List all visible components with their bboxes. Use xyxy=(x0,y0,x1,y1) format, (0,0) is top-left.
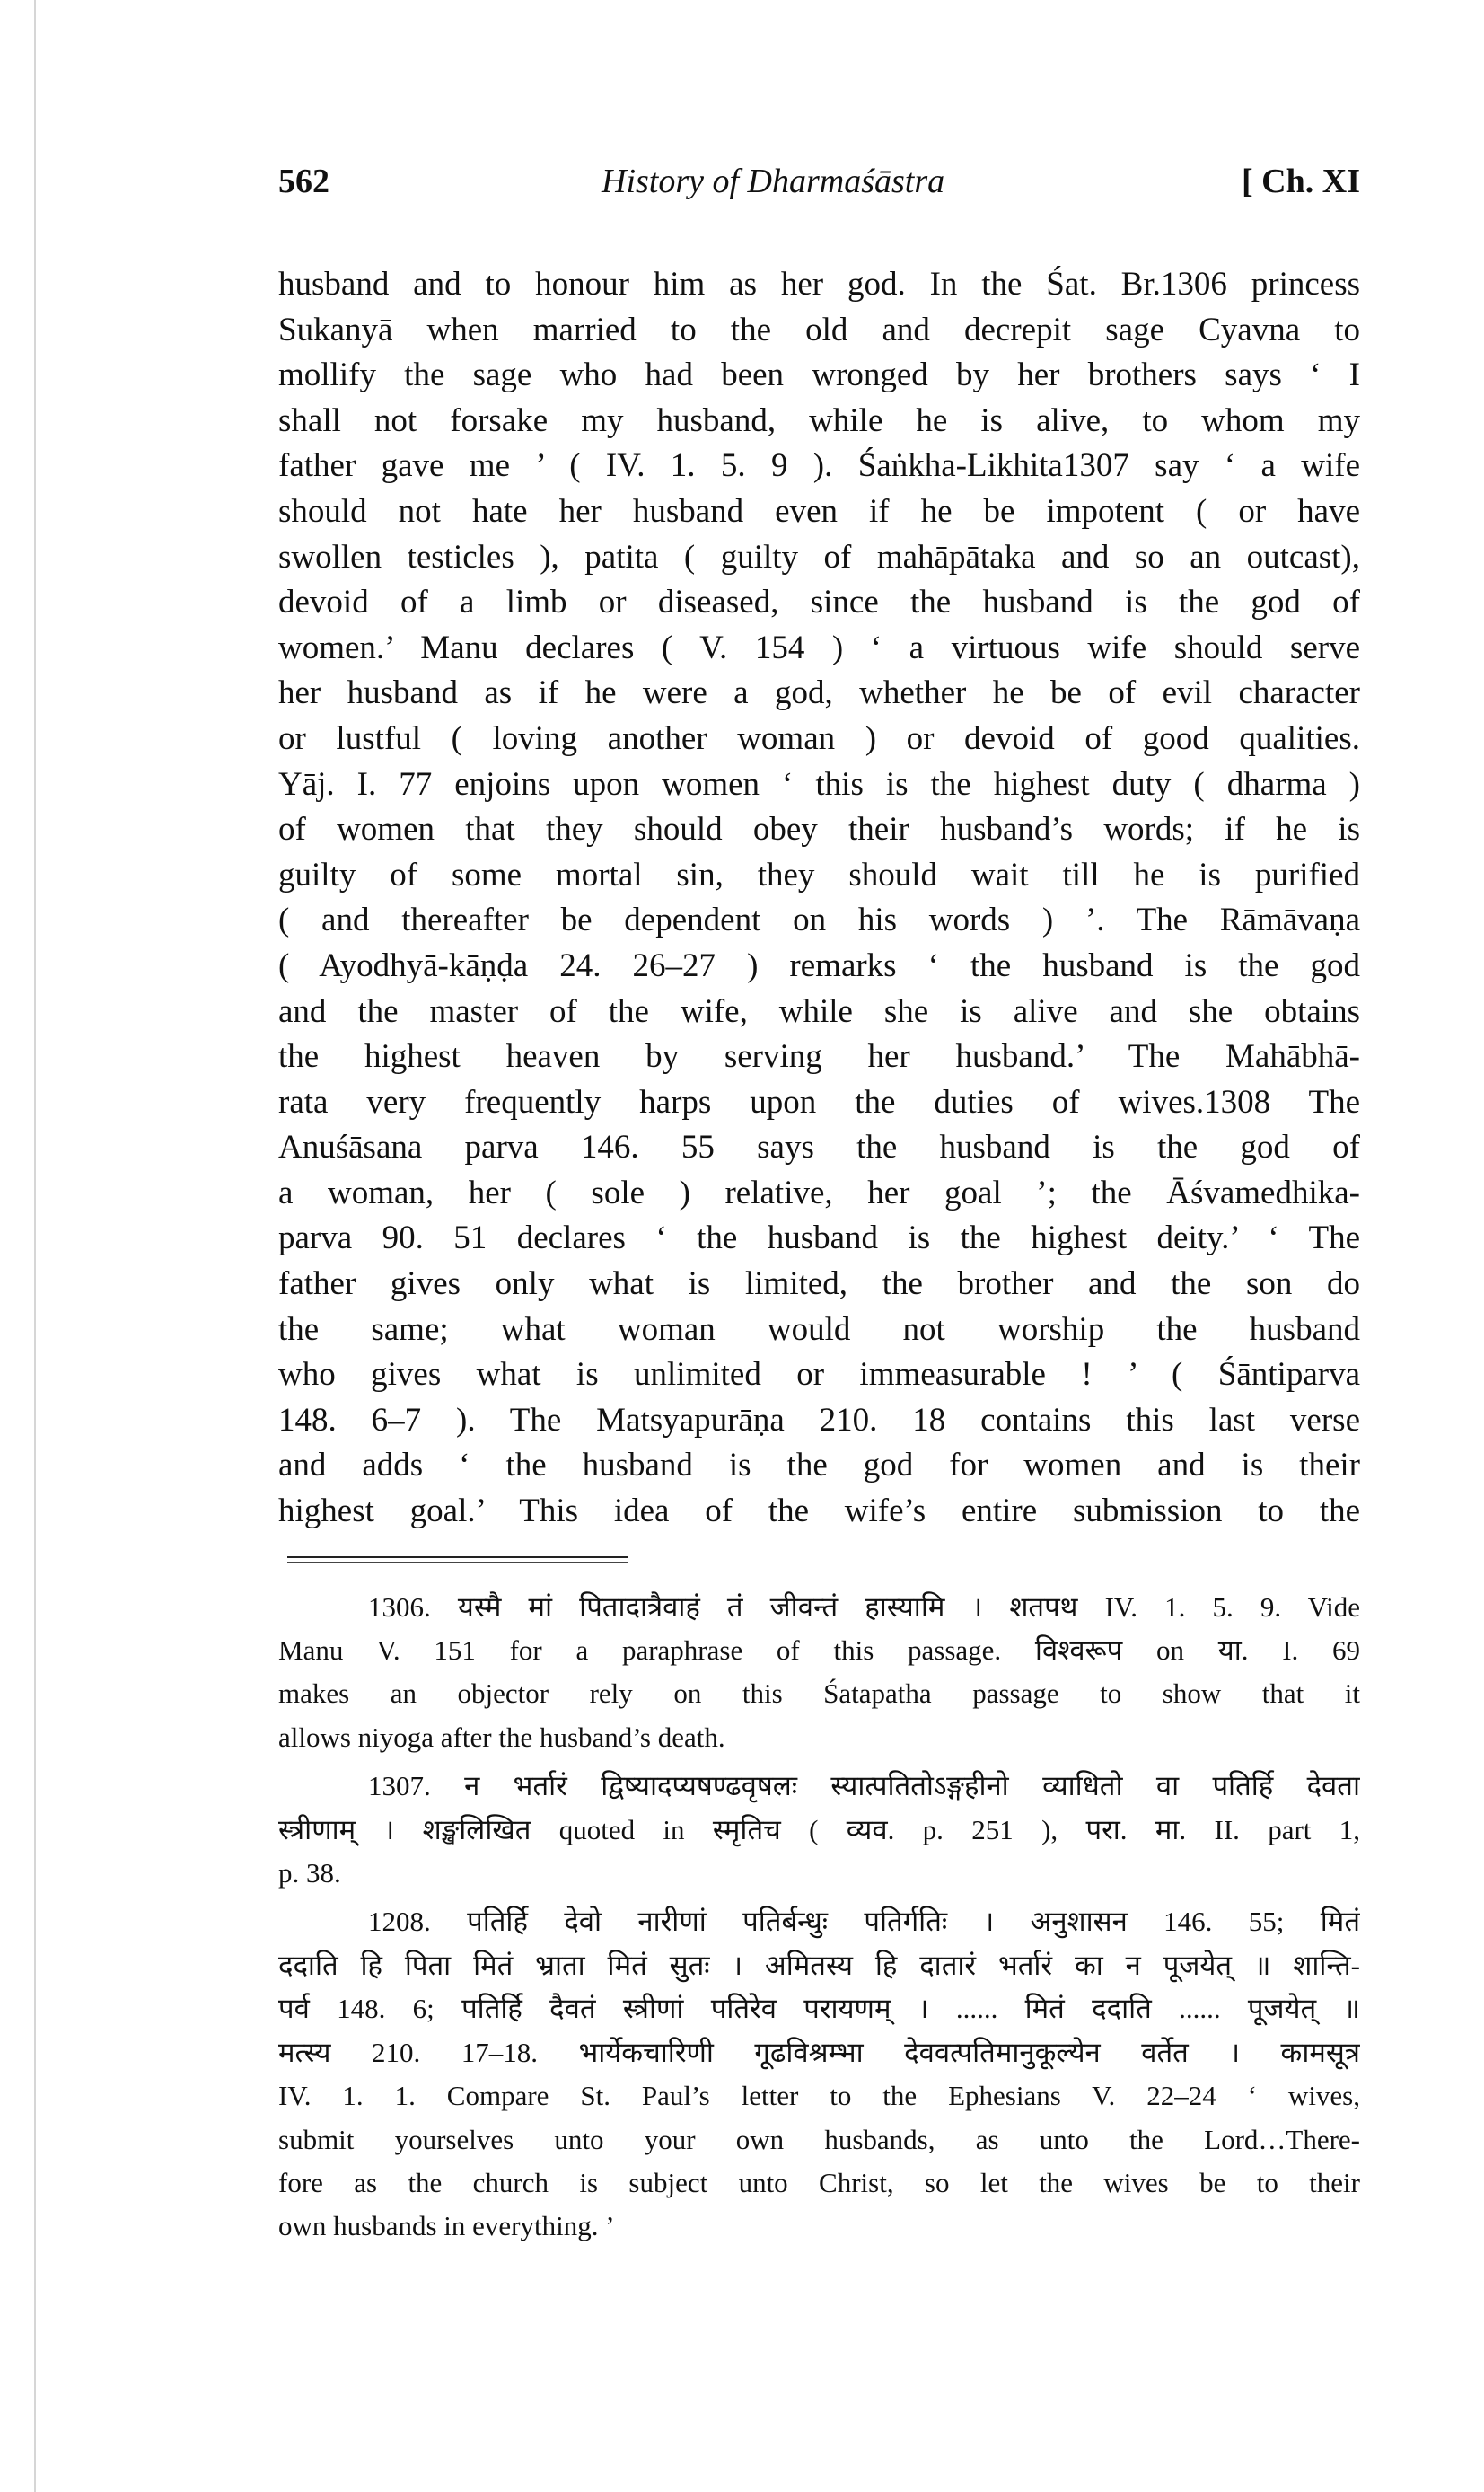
body-line: mollify the sage who had been wronged by her brothers says ‘ I xyxy=(278,357,1360,394)
body-line: swollen testicles ), patita ( guilty of mahāpātaka and so an outcast), xyxy=(278,538,1360,576)
chapter-reference: [ Ch. XI xyxy=(1242,163,1360,200)
body-line: Sukanyā when married to the old and decrepit sage Cyavna to xyxy=(278,311,1360,348)
running-header xyxy=(278,153,1360,207)
footnote-separator-thin xyxy=(287,1562,628,1563)
footnote-line: p. 38. xyxy=(278,1857,341,1889)
footnote-line: मत्स्य 210. 17–18. भार्येकचारिणी गूढविश्रम्भा देववत्पतिमानुकूल्येन वर्तेत । कामसूत्र xyxy=(278,2036,1360,2068)
body-line: devoid of a limb or diseased, since the husband is the god of xyxy=(278,584,1360,621)
footnote-line: allows niyoga after the husband’s death. xyxy=(278,1721,725,1753)
body-line: or lustful ( loving another woman ) or devoid of good qualities. xyxy=(278,719,1360,757)
footnote-line: IV. 1. 1. Compare St. Paul’s letter to the Ephesians V. 22–24 ‘ wives, xyxy=(278,2080,1360,2112)
footnote-1308 xyxy=(278,1900,1360,2248)
footnote-line: submit yourselves unto your own husbands, as unto the Lord…There- xyxy=(278,2123,1360,2155)
body-line: the same; what woman would not worship the husband xyxy=(278,1310,1360,1348)
footnote-1307 xyxy=(278,1765,1360,1895)
footnote-line: 1306. यस्मै मां पितादात्रैवाहं तं जीवन्तं हास्यामि । शतपथ IV. 1. 5. 9. Vide xyxy=(368,1590,1360,1623)
body-text xyxy=(278,262,1360,1535)
body-line: a woman, her ( sole ) relative, her goal ’; the Āśvamedhika- xyxy=(278,1174,1360,1211)
body-line: who gives what is unlimited or immeasurable ! ’ ( Śāntiparva xyxy=(278,1356,1360,1394)
body-line: ( Ayodhyā-kāṇḍa 24. 26–27 ) remarks ‘ the husband is the god xyxy=(278,947,1360,984)
book-page xyxy=(278,153,1360,2254)
body-line: husband and to honour him as her god. In the Śat. Br.1306 princess xyxy=(278,266,1360,303)
body-line: should not hate her husband even if he be impotent ( or have xyxy=(278,492,1360,530)
footnote-1306 xyxy=(278,1586,1360,1760)
body-line: of women that they should obey their husband’s words; if he is xyxy=(278,811,1360,849)
body-line: women.’ Manu declares ( V. 154 ) ‘ a virtuous wife should serve xyxy=(278,629,1360,666)
body-line: Yāj. I. 77 enjoins upon women ‘ this is the highest duty ( dharma ) xyxy=(278,765,1360,803)
body-line: the highest heaven by serving her husband.’ The Mahābhā- xyxy=(278,1038,1360,1076)
body-line: 148. 6–7 ). The Matsyapurāṇa 210. 18 contains this last verse xyxy=(278,1401,1360,1439)
footnote-separator xyxy=(287,1556,628,1558)
body-line: ( and thereafter be dependent on his words ) ’. The Rāmāvaṇa xyxy=(278,902,1360,939)
page-edge-rule xyxy=(34,0,36,2492)
body-line: father gave me ’ ( IV. 1. 5. 9 ). Śaṅkha-Likhita1307 say ‘ a wife xyxy=(278,447,1360,485)
body-line: and the master of the wife, while she is alive and she obtains xyxy=(278,992,1360,1030)
body-line: rata very frequently harps upon the duties of wives.1308 The xyxy=(278,1083,1360,1121)
footnotes xyxy=(278,1586,1360,2249)
footnote-line: ददाति हि पिता मितं भ्राता मितं सुतः । अमितस्य हि दातारं भर्तारं का न पूजयेत् ॥ शान्ति- xyxy=(278,1949,1360,1981)
footnote-line: own husbands in everything. ’ xyxy=(278,2210,615,2242)
footnote-line: स्त्रीणाम् । शङ्खलिखित quoted in स्मृतिच ( व्यव. p. 251 ), परा. मा. II. part 1, xyxy=(278,1813,1360,1845)
footnote-line: 1307. न भर्तारं द्विष्यादप्यषण्ढवृषलः स्यात्पतितोऽङ्गहीनो व्याधितो वा पतिर्हि देवता xyxy=(368,1770,1360,1802)
body-line: Anuśāsana parva 146. 55 says the husband is the god of xyxy=(278,1129,1360,1167)
footnote-line: पर्व 148. 6; पतिर्हि दैवतं स्त्रीणां पतिरेव परायणम् । ...... मितं ददाति ...... पूजयेत् ॥ xyxy=(278,1993,1360,2025)
footnote-line: 1208. पतिर्हि देवो नारीणां पतिर्बन्धुः पतिर्गतिः । अनुशासन 146. 55; मितं xyxy=(368,1906,1360,1938)
body-line: shall not forsake my husband, while he is alive, to whom my xyxy=(278,401,1360,439)
body-line: guilty of some mortal sin, they should wait till he is purified xyxy=(278,856,1360,894)
page-number: 562 xyxy=(278,163,329,200)
footnote-line: fore as the church is subject unto Christ, so let the wives be to their xyxy=(278,2166,1360,2198)
body-line: and adds ‘ the husband is the god for women and is their xyxy=(278,1447,1360,1484)
footnote-line: Manu V. 151 for a paraphrase of this passage. विश्वरूप on या. I. 69 xyxy=(278,1634,1360,1667)
body-line: highest goal.’ This idea of the wife’s entire submission to the xyxy=(278,1493,1360,1530)
footnote-line: makes an objector rely on this Śatapatha passage to show that it xyxy=(278,1677,1360,1710)
running-title: History of Dharmaśāstra xyxy=(602,163,945,200)
body-line: her husband as if he were a god, whether he be of evil character xyxy=(278,674,1360,712)
body-line: parva 90. 51 declares ‘ the husband is the highest deity.’ ‘ The xyxy=(278,1220,1360,1257)
body-line: father gives only what is limited, the brother and the son do xyxy=(278,1265,1360,1303)
